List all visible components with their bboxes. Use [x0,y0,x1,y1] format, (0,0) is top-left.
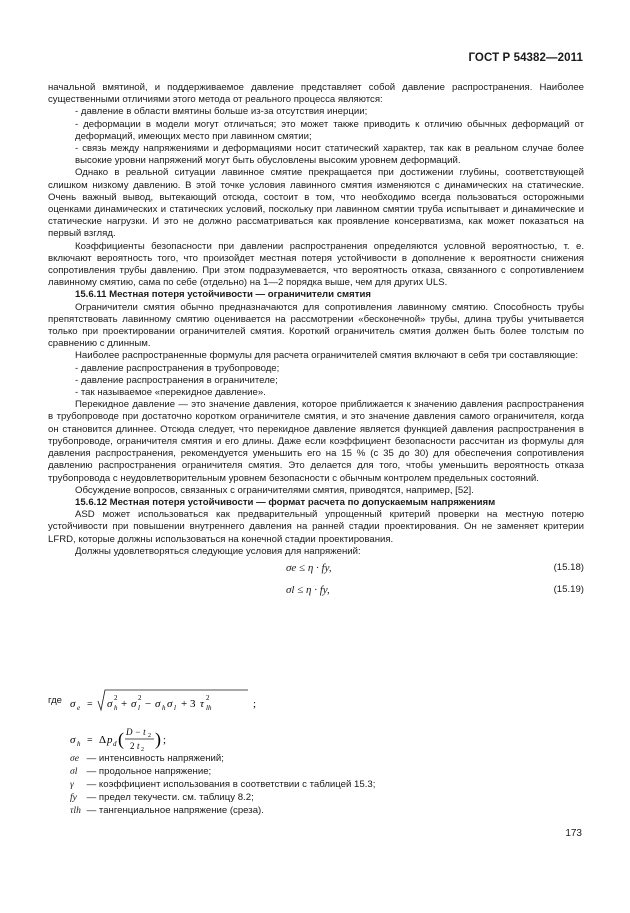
equation-formula: σe ≤ η · fy, [286,561,332,574]
svg-text:l: l [138,704,140,712]
svg-text:2: 2 [114,694,118,702]
svg-text:2: 2 [141,747,144,753]
svg-text:τ: τ [200,698,204,710]
svg-text:): ) [155,729,161,749]
equation-formula: σl ≤ η · fy, [286,583,330,596]
paragraph: начальной вмятиной, и поддерживаемое давление представляет собой давление распространения. Наиболее существенными отличиями этого метода от реального процесса являются: [48,82,584,106]
svg-text:−: − [145,698,152,710]
svg-text:=: = [87,735,93,746]
page-number: 173 [565,828,582,839]
formula-sigma-e [70,688,260,716]
definition-text: — коэффициент использования в соответствии с таблицей 15.3; [86,779,376,790]
definition-text: — предел текучести. см. таблицу 8.2; [86,792,254,803]
svg-text:e: e [77,704,81,712]
svg-text:l: l [174,704,176,712]
svg-text:p: p [107,734,113,746]
body-text [48,82,584,602]
definition-symbol: fy [70,792,77,803]
list-item: - давление распространения в трубопроводе; [75,362,280,374]
svg-text:D − t: D − t [126,727,146,737]
definitions-list [70,752,375,817]
list-item: - деформации в модели могут отличаться; это может также приводить к отличию обычных деформаций от деформаций, имеющих место при лавинном смятии; [75,118,584,142]
paragraph: Ограничители смятия обычно предназначаются для сопротивления лавинному смятию. Способность трубы препятствовать лавинному смятию оценивается на рассмотрении «бесконечной» трубы, длина трубы учитывается только при проектировании ограничителей смятия. Короткий ограничитель смятия должен быть более толстым по сравнению с длинным. [48,301,584,350]
svg-text:h: h [114,704,118,712]
equation-number: (15.19) [553,583,584,595]
svg-text:(: ( [118,729,124,749]
list-item: - связь между напряжениями и деформациями носит статический характер, так как в реальном случае более высокие уровни напряжений могут быть обусловлены высоким уровнем деформаций. [75,143,584,167]
definition-symbol: γ [70,779,74,790]
definition-item [70,778,375,791]
svg-text:2: 2 [206,694,210,702]
svg-text:σ: σ [70,734,76,746]
paragraph: Обсуждение вопросов, связанных с ограничителями смятия, приводятся, например, [52]. [75,484,474,496]
paragraph: ASD может использоваться как предварительный упрощенный критерий проверки на местную потерю устойчивости при повышении внутреннего давления на ранней стадии проектирования. Он не заменяет критерии LFRD, которые должны использоваться на конечной стадии проектирования. [48,509,584,545]
definition-item [70,791,375,804]
paragraph: Коэффициенты безопасности при давлении распространения определяются условной вероятностью, т. е. включают вероятность того, что произойдет местная потеря устойчивости в дополнение к вероятности снижения сопротивления трубы давлению. При этом подразумевается, что вероятность отказа, связанного с сопротивлением лавинному смятию, сама по себе (отдельно) на 1—2 порядка выше, чем для других ULS. [48,240,584,289]
paragraph: Должны удовлетворяться следующие условия для напряжений: [75,545,361,557]
definition-text: — тангенциальное напряжение (среза). [86,805,264,816]
definition-symbol: τlh [70,805,81,816]
svg-text:h: h [77,740,81,748]
equation-15-19 [48,580,584,602]
document-code: ГОСТ Р 54382—2011 [468,52,583,64]
definition-text: — продольное напряжение; [86,766,212,777]
svg-text:Δ: Δ [99,734,107,746]
svg-text:σ: σ [155,698,161,710]
where-label: где [48,695,63,706]
svg-text:t: t [137,741,140,751]
svg-text:h: h [162,704,166,712]
definition-item [70,765,375,778]
svg-text:σ: σ [70,698,76,710]
section-heading-15-6-11: 15.6.11 Местная потеря устойчивости — ограничители смятия [75,289,371,301]
svg-text:2: 2 [130,741,135,751]
svg-text:σ: σ [167,698,173,710]
svg-text:+: + [121,698,128,710]
svg-text:2: 2 [138,694,142,702]
definition-text: — интенсивность напряжений; [86,753,224,764]
definition-symbol: σl [70,766,78,777]
paragraph: Наиболее распространенные формулы для расчета ограничителей смятия включают в себя три составляющие: [75,350,579,362]
svg-text:;: ; [163,734,167,746]
equation-number: (15.18) [553,561,584,573]
definition-item [70,752,375,765]
list-item: - давление распространения в ограничителе; [75,374,278,386]
svg-text:+ 3: + 3 [181,698,196,710]
svg-text:;: ; [253,698,257,710]
svg-text:lh: lh [206,704,212,712]
svg-text:σ: σ [107,698,113,710]
list-item: - давление в области вмятины больше из-за отсутствия инерции; [75,106,368,118]
formula-sigma-h [70,722,180,756]
definition-item [70,804,375,817]
svg-text:d: d [113,740,117,748]
svg-text:σ: σ [131,698,137,710]
equation-15-18 [48,558,584,580]
list-item: - так называемое «перекидное давление». [75,387,266,399]
section-heading-15-6-12: 15.6.12 Местная потеря устойчивости — формат расчета по допускаемым напряжениям [75,496,496,508]
paragraph: Однако в реальной ситуации лавинное смятие прекращается при достижении глубины, соответствующей слишком низкому давлению. В этой точке условия лавинного смятия изменяются с динамических на статические. Очень важный вывод, вытекающий отсюда, состоит в том, что необходимо всегда пользоваться осторожными оценками динамических и статических условий, поскольку при лавинном смятии труба испытывает и динамические и статические нагрузки. И это не должно рассматриваться как проявление консерватизма, как может показаться на первый взгляд. [48,167,584,240]
paragraph: Перекидное давление — это значение давления, которое приближается к значению давления распространения в трубопроводе при достаточно коротком ограничителе смятия, и это значение давления самого ограничителя, когда он становится длиннее. Отсюда следует, что перекидное давление является функцией давления распространения в трубопроводе, ограничителя смятия и его длины. Даже если коэффициент безопасности рассчитан из формулы для давления распространения, рекомендуется уменьшить его на 15 % (с 35 до 30) для обеспечения сопротивления давлению распространения ограничителя смятия. Это делается для того, чтобы уменьшить вероятность отказа трубопровода с неудовлетворительным уровнем безопасности с обычным контролем предельных состояний. [48,399,584,484]
definition-symbol: σe [70,753,79,764]
svg-text:=: = [87,699,93,710]
svg-text:2: 2 [148,733,151,739]
